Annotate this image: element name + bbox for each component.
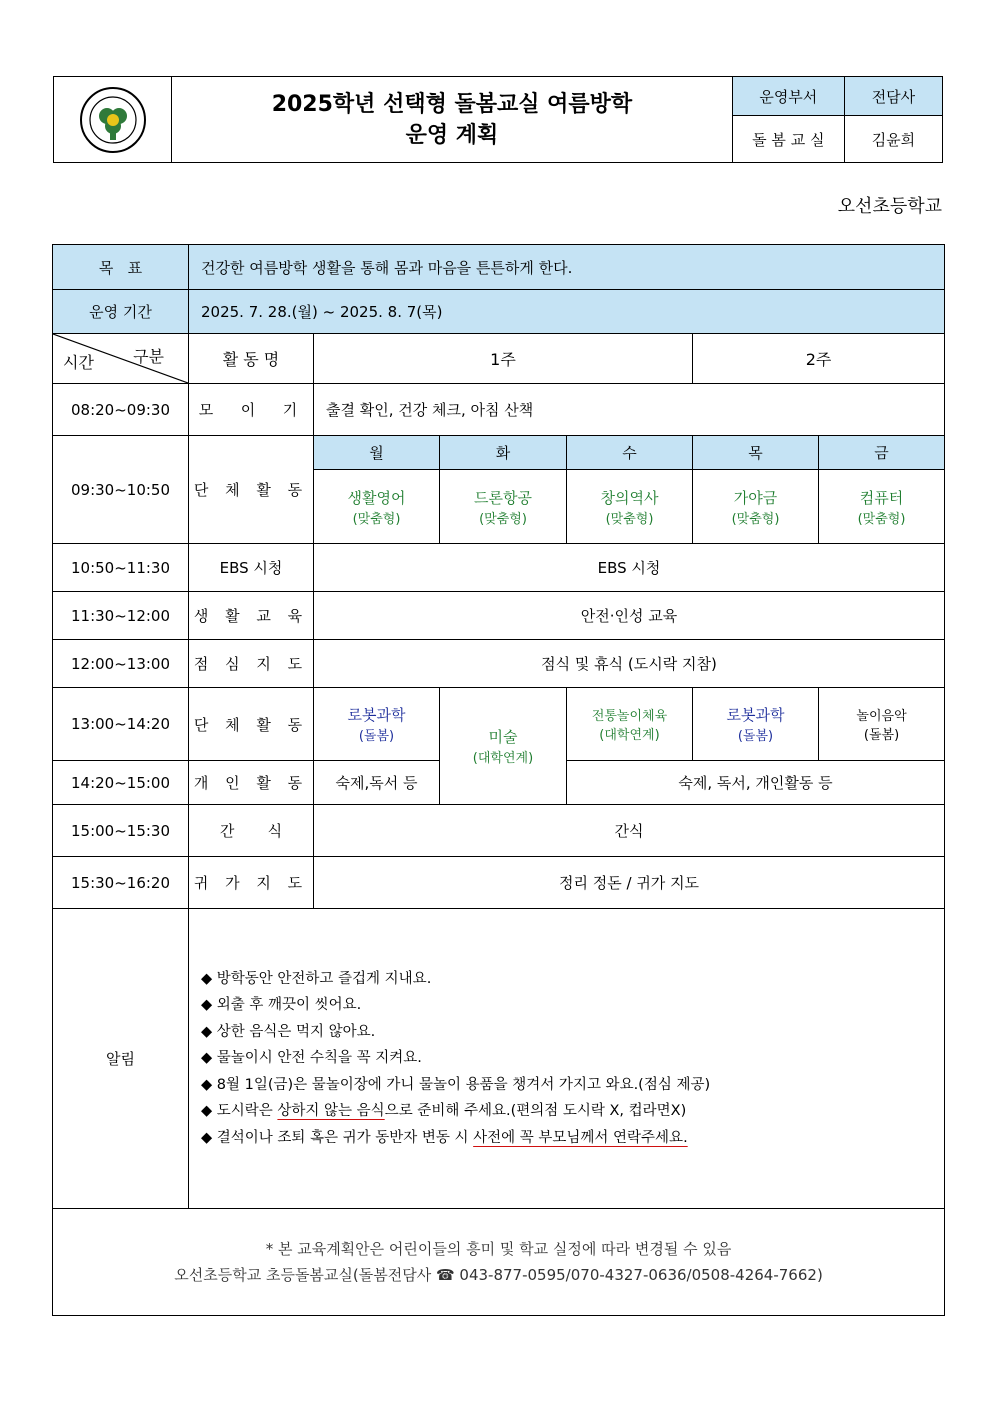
program-cell [567,470,693,544]
schedule-row [53,544,945,592]
time-cell: 11:30~12:00 [53,592,189,640]
notice-underlined-text: 상하지 않는 음식 [277,1103,385,1120]
program-cell [819,470,945,544]
time-cell: 15:00~15:30 [53,805,189,857]
notice-row [53,909,945,1209]
program-cell [567,688,693,761]
time-cell: 15:30~16:20 [53,857,189,909]
program-cell [693,470,819,544]
time-cell: 14:20~15:00 [53,761,189,805]
title-line-2: 운영 계획 [405,122,499,148]
program-title: 가야금 [733,488,778,507]
list-item [201,1098,944,1125]
program-type: (대학연계) [472,751,534,766]
footer-row [53,1209,945,1316]
activity-name: 모 이 기 [189,384,314,436]
program-cell [440,688,567,805]
time-cell: 12:00~13:00 [53,640,189,688]
program-title: 로봇과학 [347,706,406,724]
activity-header: 활 동 명 [189,334,314,384]
list-item: ◆ 물놀이시 안전 수칙을 꼭 지켜요. [201,1045,944,1072]
time-cell: 10:50~11:30 [53,544,189,592]
staff-label: 전담사 [844,77,942,116]
day-header-mon: 월 [314,436,440,470]
program-type: (돌봄) [358,729,395,744]
school-logo-cell [54,77,172,163]
activity-name: EBS 시청 [189,544,314,592]
activity-name: 점 심 지 도 [189,640,314,688]
activity-name: 단 체 활 동 [189,688,314,761]
schedule-row [53,688,945,761]
goal-row [53,245,945,290]
program-cell [693,688,819,761]
week2-header: 2주 [693,334,945,384]
footer-cell [53,1209,945,1316]
division-label: 구분 [133,347,164,366]
division-time-header [53,334,189,384]
time-label: 시간 [63,353,94,372]
activity-name: 귀 가 지 도 [189,857,314,909]
day-header-thu: 목 [693,436,819,470]
program-title: 창의역사 [600,488,659,507]
program-type: (맞춤형) [605,511,654,527]
activity-content: 간식 [314,805,945,857]
period-label: 운영 기간 [53,290,189,334]
list-item [201,1125,944,1152]
period-text: 2025. 7. 28.(월) ~ 2025. 8. 7(목) [189,290,945,334]
program-type: (맞춤형) [479,511,527,527]
program-title: 드론항공 [474,488,532,507]
list-item: ◆ 방학동안 안전하고 즐겁게 지내요. [201,966,944,993]
notice-text: 도시락은 [216,1103,278,1120]
schedule-row [53,592,945,640]
school-logo-icon [79,86,147,154]
schedule-row [53,857,945,909]
program-cell [314,688,440,761]
goal-text: 건강한 여름방학 생활을 통해 몸과 마음을 튼튼하게 한다. [189,245,945,290]
program-type: (돌봄) [737,729,774,744]
week1-header: 1주 [314,334,693,384]
header-table [53,76,943,163]
activity-content: 안전·인성 교육 [314,592,945,640]
activity-content: 점식 및 휴식 (도시락 지참) [314,640,945,688]
time-cell: 13:00~14:20 [53,688,189,761]
program-title: 미술 [488,728,518,746]
dept-label: 운영부서 [732,77,844,116]
program-type: (대학연계) [599,728,660,743]
notice-text: 으로 준비해 주세요.(편의점 도시락 X, 컵라면X) [384,1103,687,1120]
day-header-tue: 화 [440,436,567,470]
time-cell: 08:20~09:30 [53,384,189,436]
notice-label: 알림 [53,909,189,1209]
activity-content: 출결 확인, 건강 체크, 아침 산책 [314,384,945,436]
program-type: (맞춤형) [352,511,401,527]
title-line-1: 2025학년 선택형 돌봄교실 여름방학 [271,91,633,117]
notice-text: 결석이나 조퇴 혹은 귀가 동반자 변동 시 [216,1129,474,1146]
dept-value: 돌 봄 교 실 [732,116,844,163]
program-title: 로봇과학 [726,706,785,724]
program-type: (돌봄) [863,728,900,743]
list-item: ◆ 외출 후 깨끗이 씻어요. [201,992,944,1019]
day-header-wed: 수 [567,436,693,470]
activity-content: EBS 시청 [314,544,945,592]
school-name: 오선초등학교 [837,196,942,217]
schedule-row [53,805,945,857]
notice-list [201,966,944,1152]
program-title: 놀이음악 [856,709,907,724]
program-title: 컴퓨터 [859,488,904,507]
staff-value: 김윤희 [844,116,942,163]
activity-name: 생 활 교 육 [189,592,314,640]
program-type: (맞춤형) [857,511,906,527]
list-item: ◆ 8월 1일(금)은 물놀이장에 가니 물놀이 용품을 챙겨서 가지고 와요.(점심 제공) [201,1072,944,1099]
goal-label: 목 표 [53,245,189,290]
notice-cell [189,909,945,1209]
program-title: 생활영어 [347,488,406,507]
day-header-fri: 금 [819,436,945,470]
activity-name: 간 식 [189,805,314,857]
document-title [172,77,733,163]
activity-content: 숙제, 독서, 개인활동 등 [567,761,945,805]
list-item: ◆ 상한 음식은 먹지 않아요. [201,1019,944,1046]
schedule-row [53,384,945,436]
program-cell [440,470,567,544]
notice-underlined-text: 사전에 꼭 부모님께서 연락주세요. [473,1129,688,1146]
activity-name: 개 인 활 동 [189,761,314,805]
program-cell [819,688,945,761]
period-row [53,290,945,334]
activity-name: 단 체 활 동 [189,436,314,544]
activity-content: 숙제,독서 등 [314,761,440,805]
footer-disclaimer: * 본 교육계획안은 어린이들의 흥미 및 학교 실정에 따라 변경될 수 있음 [265,1240,732,1258]
schedule-row [53,640,945,688]
program-cell [314,470,440,544]
footer-contact: 오선초등학교 초등돌봄교실(돌봄전담사 ☎ 043-877-0595/070-4327-0636/0508-4264-7662) [174,1266,823,1284]
program-title: 전통놀이체육 [591,709,668,724]
schedule-table [52,244,945,1316]
schedule-row [53,436,945,470]
program-type: (맞춤형) [731,511,780,527]
column-header-row [53,334,945,384]
time-cell: 09:30~10:50 [53,436,189,544]
activity-content: 정리 정돈 / 귀가 지도 [314,857,945,909]
